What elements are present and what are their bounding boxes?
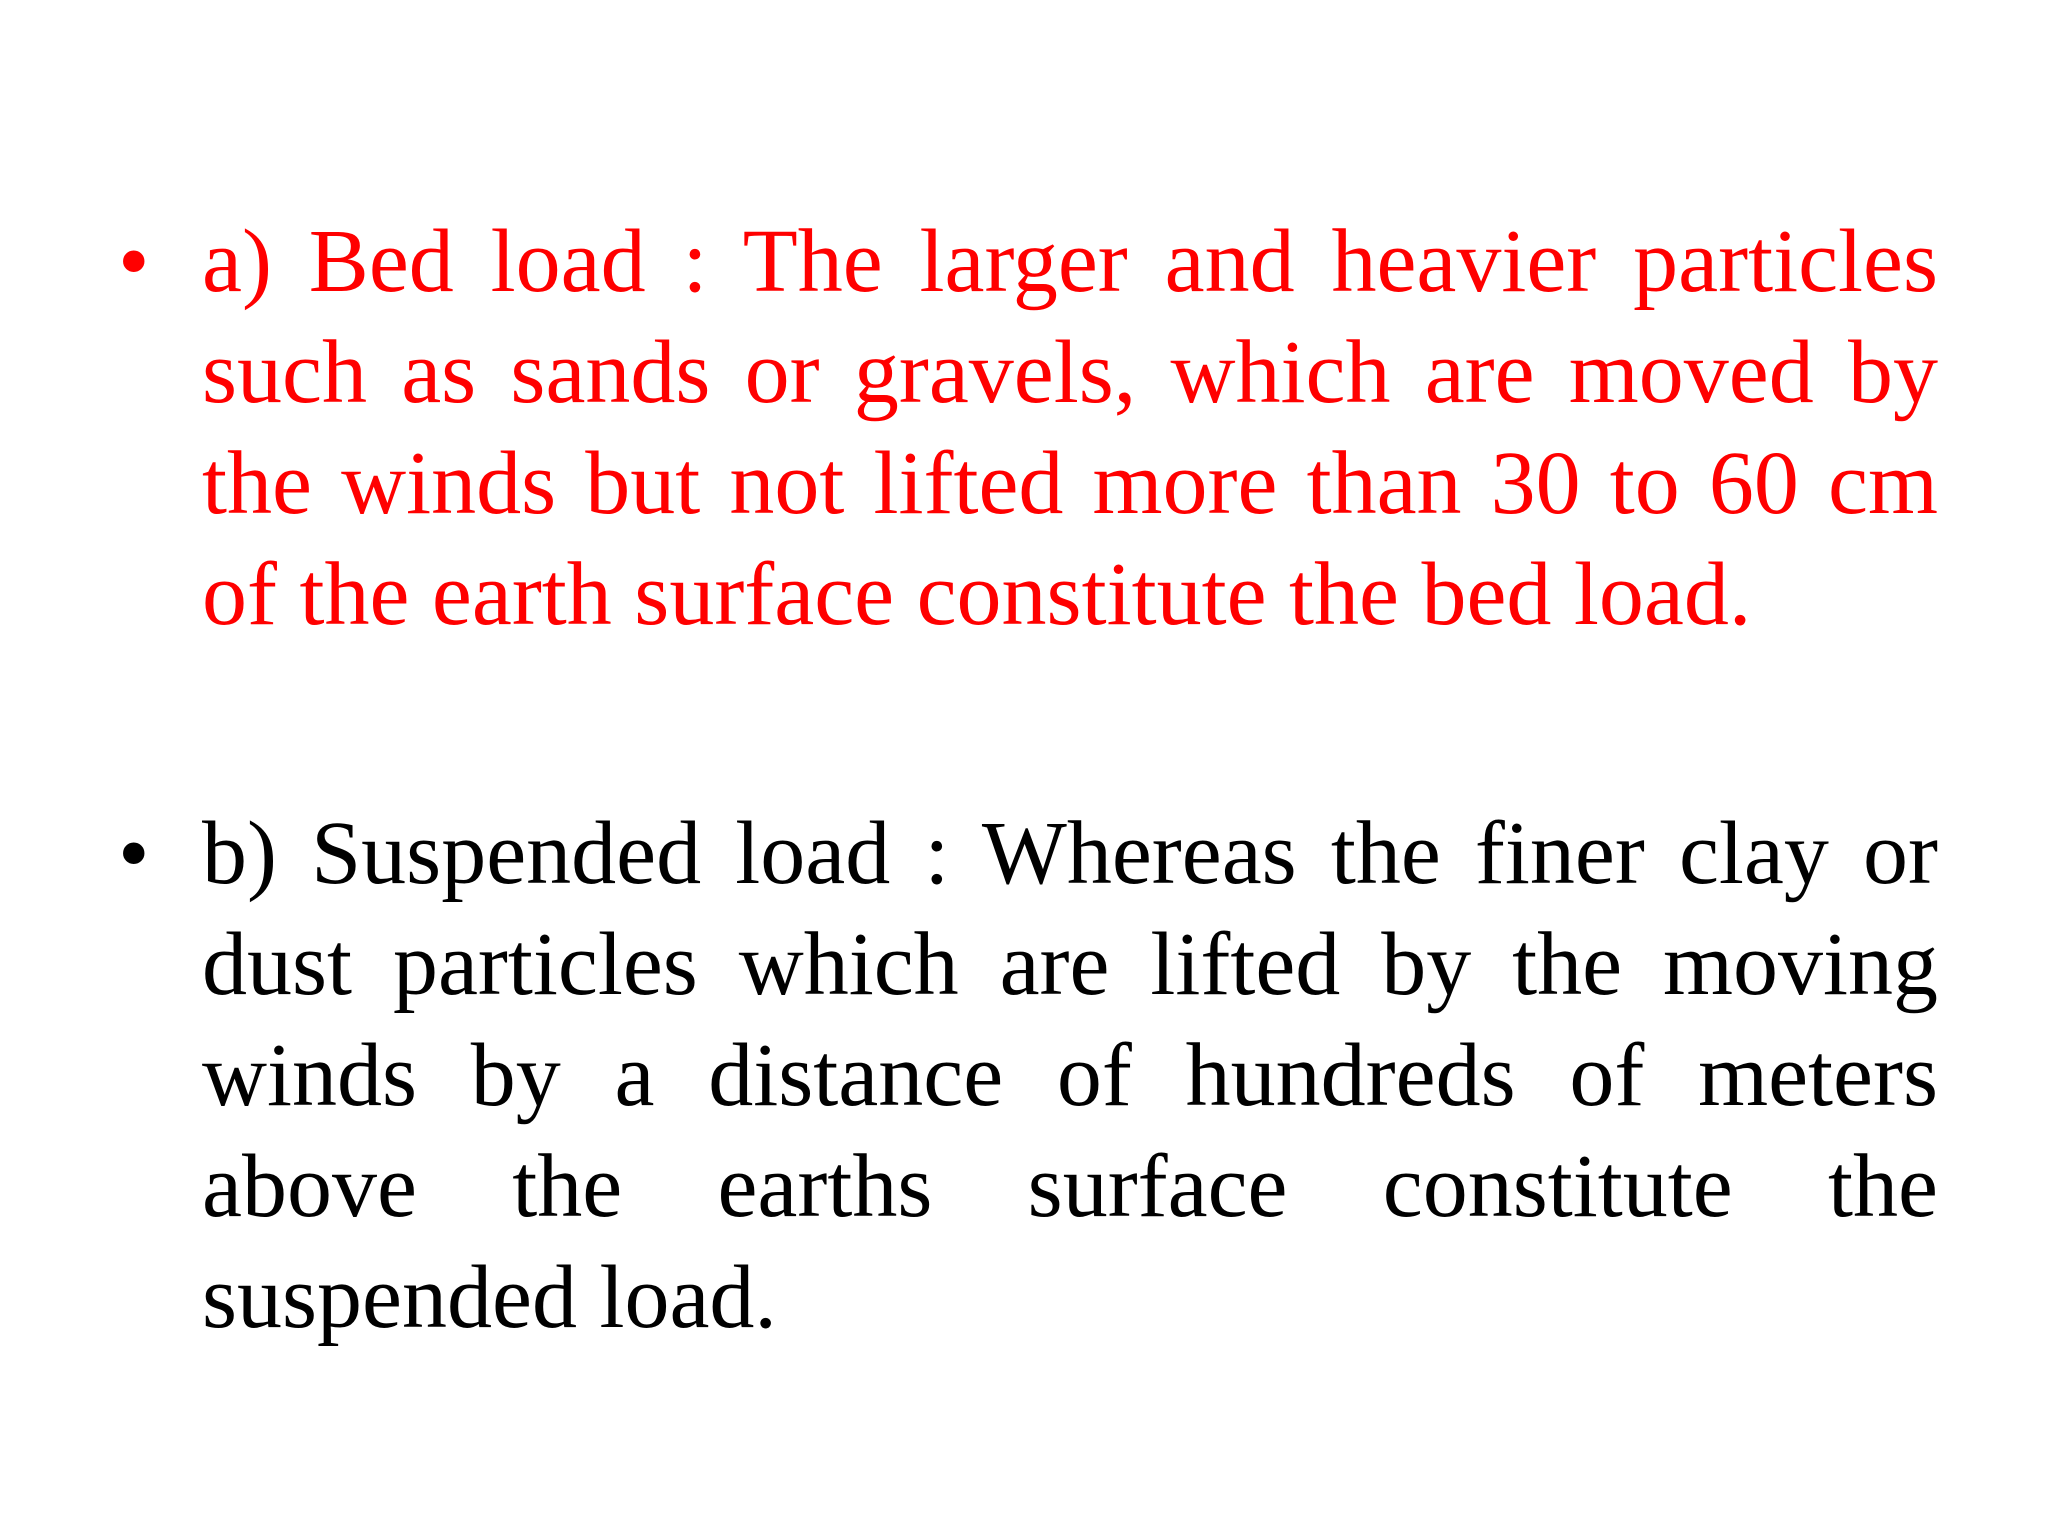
bullet-text-bed-load: a) Bed load : The larger and heavier particles such as sands or gravels, which are moved by the winds but not lifted more than 30 to 60 cm of the earth surface constitute the bed load. (202, 212, 1938, 644)
bullet-text-suspended-load: b) Suspended load : Whereas the finer clay or dust particles which are lifted by the moving winds by a distance of hundreds of meters above the earths surface constitute the suspended load. (202, 804, 1938, 1347)
bullet-item-bed-load (118, 206, 1938, 650)
bullet-icon: • (118, 804, 150, 903)
bullet-list (118, 206, 1938, 1353)
bullet-item-suspended-load (118, 798, 1938, 1353)
bullet-icon: • (118, 212, 150, 311)
